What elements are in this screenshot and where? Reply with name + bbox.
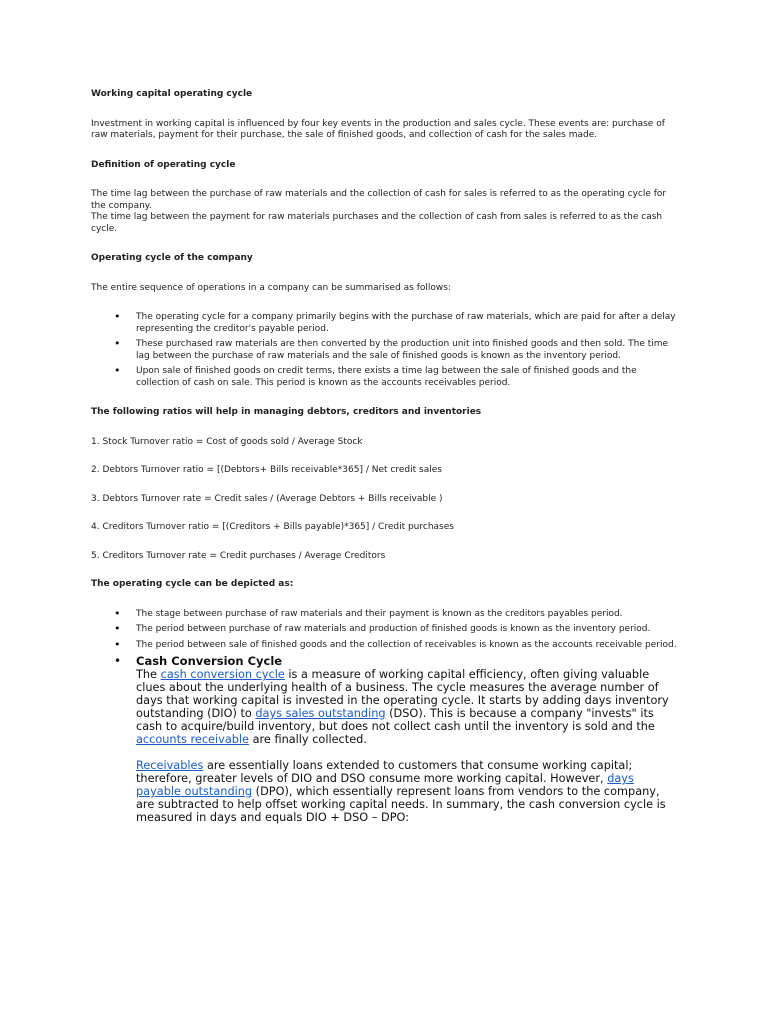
ccc-p1-text-3: (DSO). This is because a company "invests" its cash to acquire/build inventory, but does not collect cash until the inventory is sold and the: [136, 707, 655, 733]
heading-ratios: The following ratios will help in managing debtors, creditors and inventories: [91, 407, 482, 417]
heading-working-capital: Working capital operating cycle: [91, 89, 253, 99]
rate-creditors-turnover: 5. Creditors Turnover rate = Credit purchases / Average Creditors: [91, 550, 386, 561]
heading-definition: Definition of operating cycle: [91, 159, 236, 170]
link-cash-conversion-cycle[interactable]: cash conversion cycle: [160, 668, 285, 681]
ratio-creditors-turnover: 4. Creditors Turnover ratio = [(Creditors + Bills payable)*365] / Credit purchases: [91, 522, 454, 532]
depicted-list: [91, 609, 681, 652]
definition-paragraph: [91, 189, 681, 235]
ratio-stock-turnover: 1. Stock Turnover ratio = Cost of goods sold / Average Stock: [91, 436, 363, 447]
list-item: • The operating cycle for a company primarily begins with the purchase of raw materials, which are paid for after a delay representing the creditor's payable period.: [136, 312, 681, 335]
heading-depicted: The operating cycle can be depicted as:: [91, 579, 294, 589]
document-body: [91, 89, 681, 824]
definition-cash-cycle: The time lag between the payment for raw materials purchases and the collection of cash from sales is referred to as the cash cycle.: [91, 212, 663, 234]
link-days-payable-outstanding[interactable]: days payable outstanding: [136, 772, 634, 798]
list-item: • The period between purchase of raw materials and production of finished goods is known as the inventory period.: [136, 624, 681, 636]
link-days-sales-outstanding[interactable]: days sales outstanding: [255, 707, 386, 720]
link-accounts-receivable[interactable]: accounts receivable: [136, 733, 249, 746]
sequence-intro: The entire sequence of operations in a company can be summarised as follows:: [91, 282, 451, 293]
heading-operating-cycle-company: Operating cycle of the company: [91, 253, 253, 263]
list-item: • The period between sale of finished goods and the collection of receivables is known as the accounts receivable period.: [136, 640, 681, 652]
definition-operating-cycle: The time lag between the purchase of raw materials and the collection of cash for sales is referred to as the operating cycle for the company.: [91, 189, 667, 211]
list-item: • These purchased raw materials are then converted by the production unit into finished goods and then sold. The time lag between the purchase of raw materials and the sale of finished goods is known as the inventory period.: [136, 339, 681, 362]
ccc-paragraph-1: [136, 668, 681, 746]
cash-conversion-cycle-section: [114, 654, 681, 824]
ratio-debtors-turnover: 2. Debtors Turnover ratio = [(Debtors+ Bills receivable*365] / Net credit sales: [91, 465, 442, 475]
ccc-paragraph-2: [136, 759, 681, 824]
ccc-p1-text-1: The: [136, 668, 161, 681]
link-receivables[interactable]: Receivables: [136, 759, 204, 772]
list-item: • Upon sale of finished goods on credit terms, there exists a time lag between the sale of finished goods and the collection of cash on sale. This period is known as the accounts receivables period.: [136, 366, 681, 389]
ccc-title: Cash Conversion Cycle: [136, 654, 283, 668]
rate-debtors-turnover: 3. Debtors Turnover rate = Credit sales / (Average Debtors + Bills receivable ): [91, 493, 443, 504]
intro-paragraph: Investment in working capital is influenced by four key events in the production and sales cycle. These events are: purchase of raw materials, payment for their purchase, the sale of finished goods, and collection of cash for the sales made.: [91, 118, 665, 140]
ccc-p1-text-2: is a measure of working capital efficiency, often giving valuable clues about the underlying health of a business. The cycle measures the average number of days that working capital is invested in the operating cycle. It starts by adding days inventory outstanding (DIO) to: [136, 668, 669, 720]
ccc-p2-text-2: (DPO), which essentially represent loans from vendors to the company, are subtracted to help offset working capital needs. In summary, the cash conversion cycle is measured in days and equals DIO + DSO – DPO:: [136, 785, 666, 824]
list-item: • The stage between purchase of raw materials and their payment is known as the creditors payables period.: [136, 609, 681, 621]
ccc-p1-text-4: are finally collected.: [249, 733, 367, 746]
sequence-list: [91, 312, 681, 389]
ccc-p2-text-1: are essentially loans extended to customers that consume working capital; therefore, greater levels of DIO and DSO consume more working capital. However,: [136, 759, 633, 785]
bullet-marker: •: [114, 654, 122, 668]
